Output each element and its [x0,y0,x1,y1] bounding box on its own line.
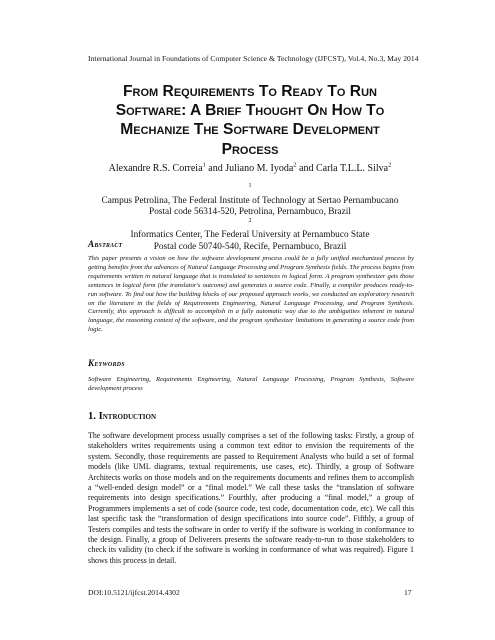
footer-doi: DOI:10.5121/ijfcst.2014.4302 [88,588,180,597]
affiliation-text: Campus Petrolina, The Federal Institute of Technology at Sertao Pernambucano [101,195,399,206]
paper-title [70,82,430,159]
title-line: From Requirements To Ready To Run [123,83,377,100]
introduction-heading: 1. Introduction [88,411,156,422]
journal-header: International Journal in Foundations of Computer Science & Technology (IJFCST), Vol.4, No.3, May 2014 [88,54,419,63]
title-line: Software: A Brief Thought On How To [115,102,385,120]
author-list [60,163,440,174]
affiliation-line: Postal code 50740-540, Recife, Pernambuco, Brazil [153,241,347,252]
author-name: and Carla T.L.L. Silva [296,163,389,174]
page-number: 17 [404,588,412,597]
author-affiliation-mark: 2 [293,161,297,169]
author-name: Alexandre R.S. Correia [108,163,203,174]
affiliation-line [60,184,440,207]
abstract-heading: Abstract [88,239,123,249]
author-affiliation-mark: 1 [202,161,206,169]
affiliation-text: Informatics Center, The Federal University at Pernambuco State [130,230,370,240]
affiliation-mark: 2 [248,217,252,224]
affiliation-line: Postal code 56314-520, Petrolina, Pernambuco, Brazil [149,207,351,217]
abstract-text: This paper presents a vision on how the software development process could be a fully unified mechanized process by getting benefits from the advances of Natural Language Processing and Program Synthesis fields. The process begins from requirements written in natural language that is translated to sentences in logical form. A program synthesizer gets those sentences in logical form (the translator's outcome) and generates a source code. Finally, a compiler produces ready-to-run software. To find out how the building blocks of our proposed approach works, we conducted an exploratory research on the literature in the fields of Requirements Engineering, Natural Language Processing, and Program Synthesis. Currently, this approach is difficult to accomplish in a fully automatic way due to the ambiguities inherent in natural language, the reasoning context of the software, and the program synthesizer limitations in generating a source code from logic. [88,255,414,334]
author-affiliation-mark: 2 [388,161,392,169]
keywords-heading: Keywords [88,358,125,368]
title-line: Mechanize The Software Development [120,121,380,139]
keywords-text: Software Engineering, Requirements Engineering, Natural Language Processing, Program Synthesis, Software development process [88,376,414,392]
title-line: Process [221,140,279,158]
author-name: and Juliano M. Iyoda [205,163,294,174]
introduction-text: The software development process usually comprises a set of the following tasks: Firstly, a group of stakeholders writes requirements using a common text editor to envision the requirements of the system. Secondly, those requirements are passed to Requirement Analysts who build a set of formal models (like UML diagrams, textual requirements, use cases, etc). Thirdly, a group of Software Architects works on those models and on the requirements documents and refines them to accomplish a “well-ended design model” or a “final model.” We call these tasks the “translation of software requirements into design specifications.” Fourthly, after producing a “final model,” a group of Programmers implements a set of code (source code, test code, documentation code, etc). We call this last specific task the “transformation of design specifications into source code”. Fifthly, a group of Testers compiles and tests the software in order to verify if the software is working in conformance to the design. Finally, a group of Deliverers presents the software ready-to-run to those stakeholders to check its validity (to check if the software is working in conformance of what was required). Figure 1 shows this process in detail. [88,431,414,565]
affiliation-mark: 1 [248,182,252,189]
